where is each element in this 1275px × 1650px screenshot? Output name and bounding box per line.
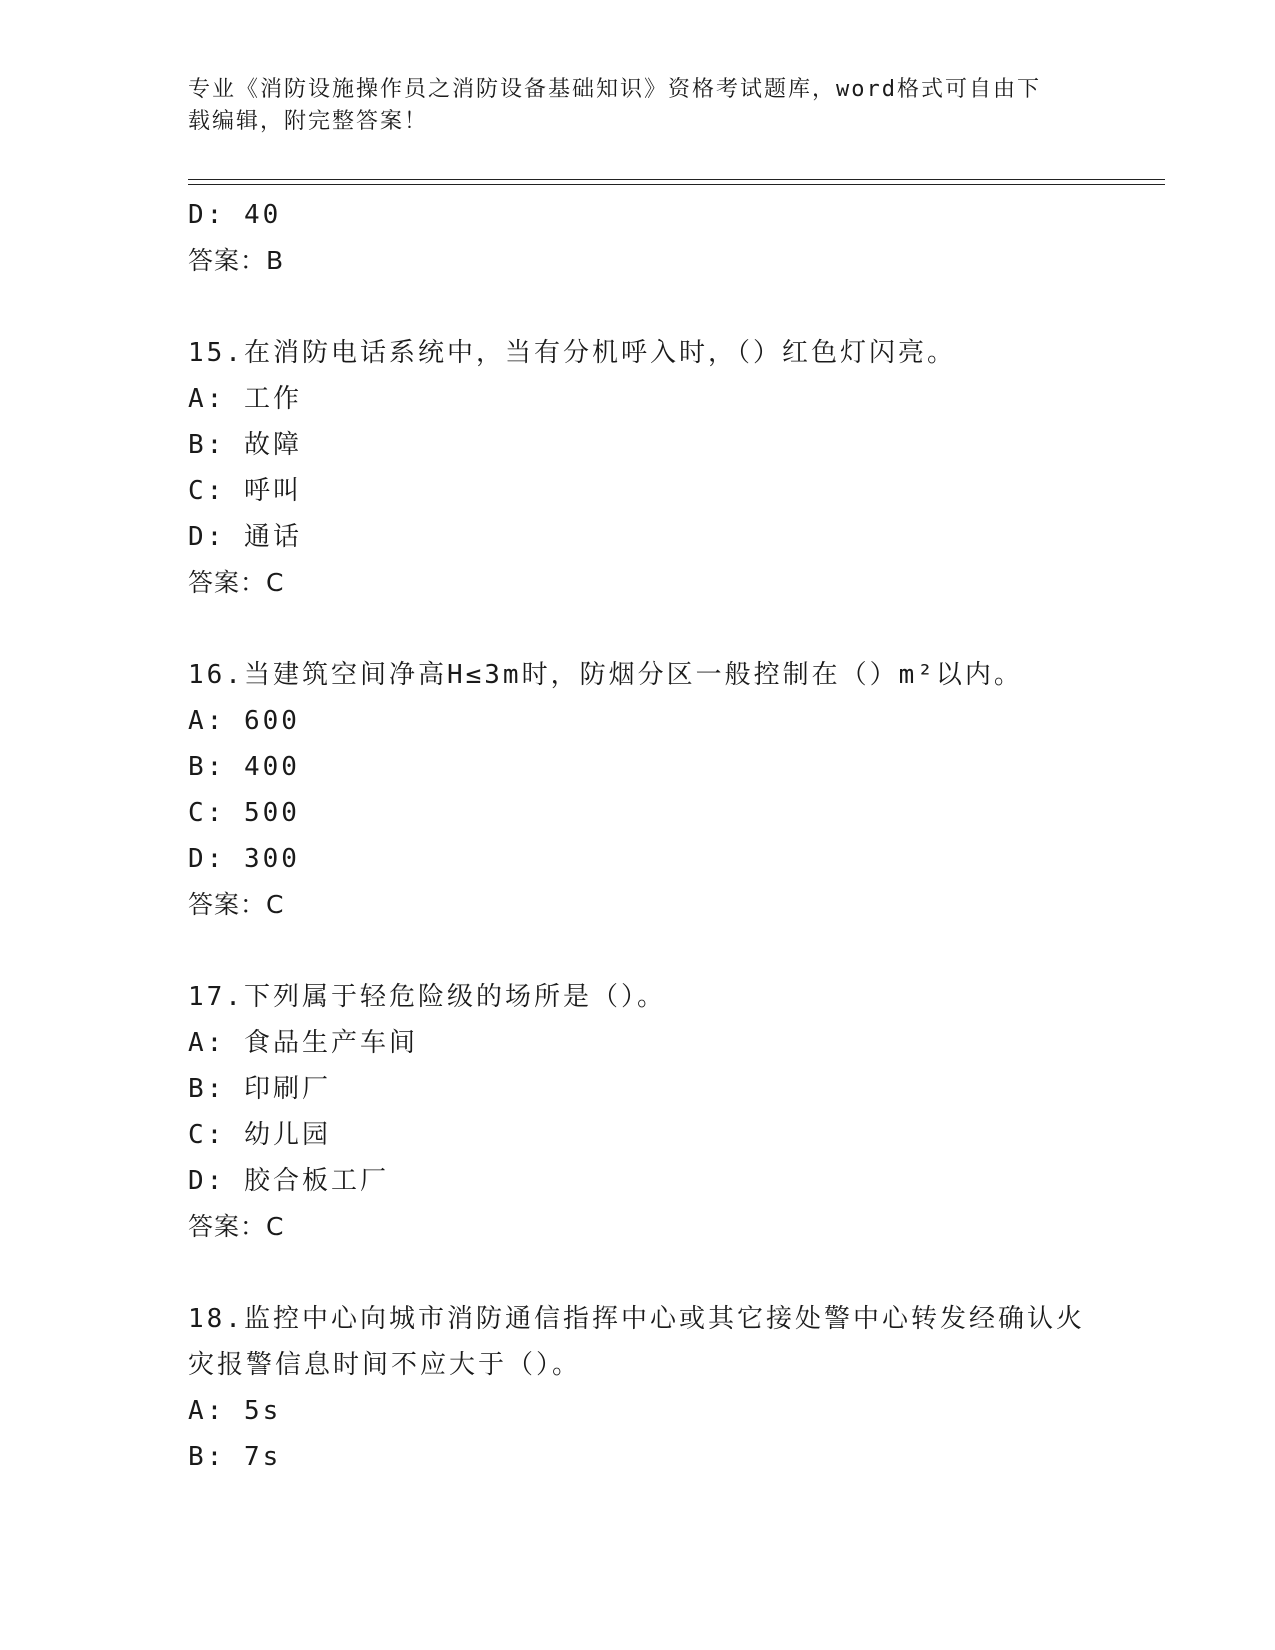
option-b: B: 故障 xyxy=(188,430,302,460)
header-rule-bottom xyxy=(188,184,1165,185)
option-b: B: 400 xyxy=(188,752,300,782)
document-header xyxy=(188,74,1068,138)
question-stem: 15.在消防电话系统中，当有分机呼入时，（）红色灯闪亮。 xyxy=(188,338,956,368)
question-stem-line-2: 灾报警信息时间不应大于（）。 xyxy=(188,1350,582,1380)
question-16 xyxy=(188,652,1148,928)
option-a: A: 食品生产车间 xyxy=(188,1028,418,1058)
header-rule-top xyxy=(188,179,1165,180)
question-list xyxy=(188,192,1148,1480)
option-c: C: 500 xyxy=(188,798,300,828)
option-a: A: 工作 xyxy=(188,384,302,414)
prev-answer: 答案：B xyxy=(188,246,285,275)
question-stem: 17.下列属于轻危险级的场所是（）。 xyxy=(188,982,666,1012)
option-b: B: 7s xyxy=(188,1442,282,1472)
prev-option-d: D: 40 xyxy=(188,200,282,230)
answer: 答案：C xyxy=(188,890,285,919)
question-stem-line-1: 18.监控中心向城市消防通信指挥中心或其它接处警中心转发经确认火 xyxy=(188,1304,1085,1334)
header-line-2: 载编辑，附完整答案！ xyxy=(188,109,429,134)
question-17 xyxy=(188,974,1148,1250)
option-d: D: 300 xyxy=(188,844,300,874)
option-a: A: 5s xyxy=(188,1396,282,1426)
option-d: D: 通话 xyxy=(188,522,302,552)
question-15 xyxy=(188,330,1148,606)
answer: 答案：C xyxy=(188,1212,285,1241)
answer: 答案：C xyxy=(188,568,285,597)
question-18 xyxy=(188,1296,1148,1480)
option-a: A: 600 xyxy=(188,706,300,736)
option-c: C: 呼叫 xyxy=(188,476,302,506)
option-c: C: 幼儿园 xyxy=(188,1120,331,1150)
header-line-1: 专业《消防设施操作员之消防设备基础知识》资格考试题库，word格式可自由下 xyxy=(188,77,1041,102)
option-b: B: 印刷厂 xyxy=(188,1074,331,1104)
question-stem: 16.当建筑空间净高H≤3m时，防烟分区一般控制在（）m²以内。 xyxy=(188,660,1023,690)
option-d: D: 胶合板工厂 xyxy=(188,1166,389,1196)
